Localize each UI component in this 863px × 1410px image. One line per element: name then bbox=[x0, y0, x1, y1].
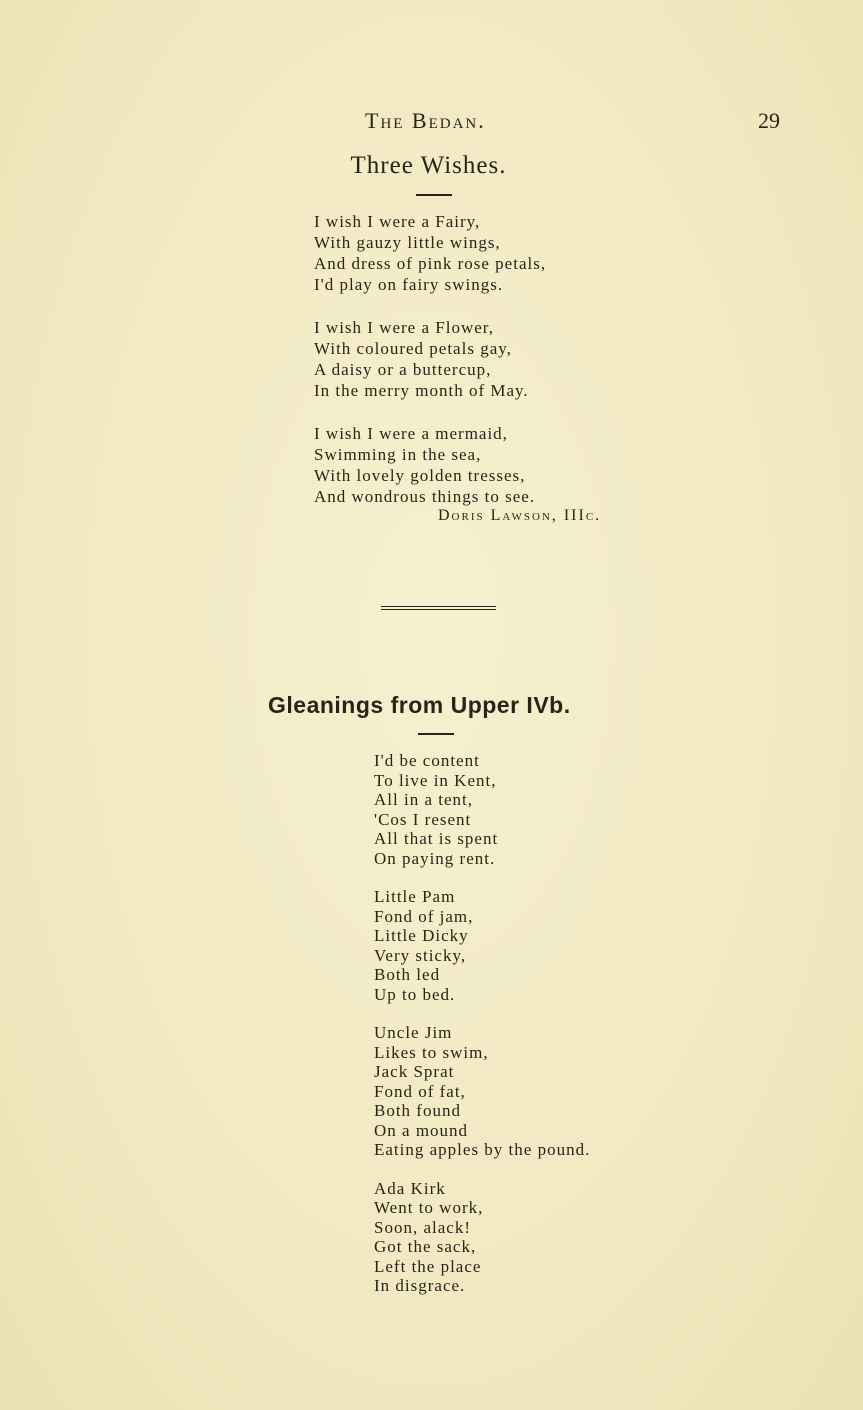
stanza bbox=[374, 751, 590, 868]
verse-line: On a mound bbox=[374, 1120, 469, 1140]
verse-line: On paying rent. bbox=[374, 848, 496, 868]
verse-line: To live in Kent, bbox=[374, 770, 497, 790]
poem-body bbox=[314, 211, 546, 507]
verse-line: Ada Kirk bbox=[374, 1178, 446, 1198]
verse-line: I wish I were a Flower, bbox=[314, 318, 494, 337]
verse-line: Up to bed. bbox=[374, 984, 456, 1004]
poem-title-text: Three Wishes. bbox=[350, 152, 507, 179]
verse-line: Went to work, bbox=[374, 1198, 484, 1217]
verse-line: Both led bbox=[374, 965, 441, 984]
verse-line: I wish I were a mermaid, bbox=[314, 424, 508, 443]
verse-line: And wondrous things to see. bbox=[314, 487, 536, 506]
verse-line: In the merry month of May. bbox=[314, 381, 529, 400]
stanza bbox=[374, 1023, 590, 1160]
verse-line: Left the place bbox=[374, 1256, 482, 1276]
verse-line: Fond of jam, bbox=[374, 906, 474, 926]
verse-line: Got the sack, bbox=[374, 1237, 477, 1256]
stanza bbox=[314, 423, 546, 507]
verse-line: Swimming in the sea, bbox=[314, 445, 482, 464]
verse-line: A daisy or a buttercup, bbox=[314, 360, 492, 379]
verse-line: Uncle Jim bbox=[374, 1023, 453, 1042]
verse-line: All that is spent bbox=[374, 829, 499, 848]
section-title: Gleanings from Upper IVb. bbox=[268, 692, 571, 718]
section-divider bbox=[381, 606, 496, 610]
verse-line: In disgrace. bbox=[374, 1276, 466, 1295]
verse-line: I'd be content bbox=[374, 751, 480, 770]
stanza bbox=[374, 1179, 590, 1296]
verse-line: Both found bbox=[374, 1101, 461, 1120]
section-title-rule bbox=[418, 733, 454, 735]
verse-line: Very sticky, bbox=[374, 945, 467, 965]
stanza bbox=[314, 317, 546, 401]
verse-line: With lovely golden tresses, bbox=[314, 466, 526, 485]
verse-line: Eating apples by the pound. bbox=[374, 1140, 591, 1159]
verse-line: All in a tent, bbox=[374, 790, 473, 809]
page-number: 29 bbox=[758, 108, 780, 133]
verse-line: I wish I were a Fairy, bbox=[314, 212, 481, 231]
verse-line: With gauzy little wings, bbox=[314, 233, 501, 252]
verse-line: And dress of pink rose petals, bbox=[314, 254, 547, 273]
verse-line: With coloured petals gay, bbox=[314, 339, 512, 358]
poem-title bbox=[0, 152, 863, 180]
verse-line: Jack Sprat bbox=[374, 1062, 455, 1081]
poem-author: Doris Lawson, IIIc. bbox=[438, 507, 602, 524]
verse-line: Soon, alack! bbox=[374, 1217, 471, 1237]
verse-line: I'd play on fairy swings. bbox=[314, 275, 504, 294]
verse-line: Little Pam bbox=[374, 887, 456, 906]
title-rule bbox=[416, 194, 452, 196]
verse-line: 'Cos I resent bbox=[374, 809, 472, 829]
verse-line: Little Dicky bbox=[374, 926, 469, 945]
stanza bbox=[374, 887, 590, 1004]
gleanings-body bbox=[374, 751, 590, 1296]
stanza bbox=[314, 211, 546, 295]
verse-line: Fond of fat, bbox=[374, 1081, 466, 1101]
running-title: The Bedan. bbox=[365, 108, 486, 133]
verse-line: Likes to swim, bbox=[374, 1042, 489, 1062]
